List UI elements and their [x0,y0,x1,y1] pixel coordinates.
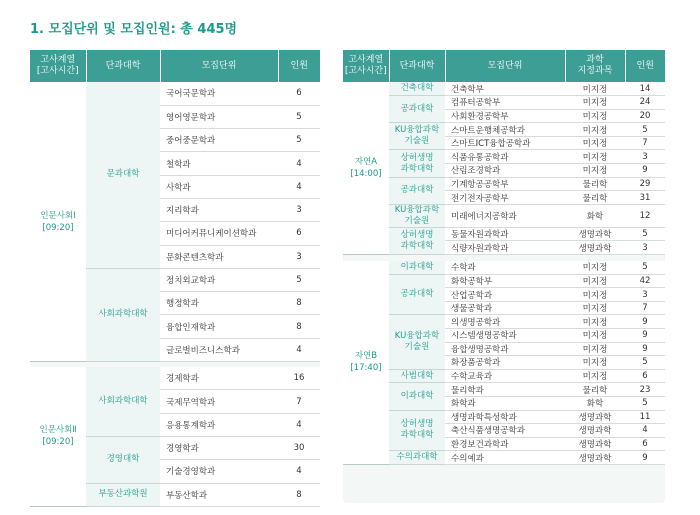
recruitment-unit: 중어중문학과 [160,129,278,152]
unit-header: 모집단위 [445,50,565,82]
table-row [343,451,665,465]
quota-count: 6 [625,369,665,383]
quota-count: 9 [625,164,665,178]
science-subject: 생명과학 [565,241,625,255]
quota-count: 9 [625,342,665,356]
science-subject: 물리학 [565,383,625,397]
recruitment-unit: 사회환경공학부 [445,109,565,123]
table-row [30,367,320,390]
table-row [343,274,665,288]
college-name: 상허생명 과학대학 [389,150,445,177]
count-header: 인원 [278,50,320,82]
college-name: 사회과학대학 [86,268,160,361]
recruitment-unit: 환경보건과학과 [445,437,565,451]
table-row [343,410,665,424]
quota-count: 5 [278,268,320,291]
college-name: 상허생명 과학대학 [389,410,445,451]
science-subject: 미지정 [565,288,625,302]
recruitment-unit: 생명과학특성학과 [445,410,565,424]
recruitment-unit: 지리학과 [160,198,278,221]
group-header: 고사계열 [고사시간] [343,50,389,82]
table-row [343,204,665,227]
group-header: 고사계열 [고사시간] [30,50,86,82]
page-title: 1. 모집단위 및 모집인원: 총 445명 [30,22,238,37]
recruitment-unit: 의생명공학과 [445,315,565,329]
science-subject: 미지정 [565,82,625,96]
quota-count: 20 [625,109,665,123]
recruitment-unit: 화학과 [445,396,565,410]
table-row [343,369,665,383]
quota-count: 16 [278,367,320,390]
college-name: KU융합과학 기술원 [389,204,445,227]
science-subject: 미지정 [565,164,625,178]
quota-count: 7 [278,390,320,413]
science-subject: 생명과학 [565,424,625,438]
quota-count: 9 [625,329,665,343]
quota-count: 5 [625,396,665,410]
exam-group: 인문사회Ⅰ [09:20] [30,82,86,362]
science-subject: 물리학 [565,177,625,191]
recruitment-unit: 전기전자공학부 [445,191,565,205]
recruitment-unit: 기계항공공학부 [445,177,565,191]
college-header: 단과대학 [86,50,160,82]
quota-count: 7 [625,136,665,150]
recruitment-unit: 경제학과 [160,367,278,390]
science-subject: 화학 [565,204,625,227]
recruitment-unit: 생물공학과 [445,301,565,315]
quota-count: 6 [278,222,320,245]
recruitment-unit: 동물자원과학과 [445,227,565,241]
quota-count: 5 [278,129,320,152]
science-subject: 생명과학 [565,437,625,451]
quota-count: 3 [625,288,665,302]
college-name: 경영대학 [86,436,160,483]
recruitment-unit: 수학교육과 [445,369,565,383]
table-row [343,227,665,241]
science-subject: 화학 [565,396,625,410]
quota-count: 3 [625,241,665,255]
right-admission-table [343,50,665,465]
science-subject: 미지정 [565,356,625,370]
recruitment-unit: 부동산학과 [160,483,278,506]
science-subject: 미지정 [565,342,625,356]
recruitment-unit: 사학과 [160,175,278,198]
quota-count: 14 [625,82,665,96]
recruitment-unit: 응용통계학과 [160,413,278,436]
quota-count: 4 [278,338,320,361]
quota-count: 5 [625,227,665,241]
science-subject: 생명과학 [565,227,625,241]
science-subject: 물리학 [565,191,625,205]
science-subject: 미지정 [565,329,625,343]
recruitment-unit: 미디어커뮤니케이션학과 [160,222,278,245]
science-subject: 미지정 [565,301,625,315]
recruitment-unit: 축산식품생명공학과 [445,424,565,438]
quota-count: 8 [278,292,320,315]
recruitment-unit: 경영학과 [160,436,278,459]
college-name: 이과대학 [389,261,445,275]
recruitment-unit: 시스템생명공학과 [445,329,565,343]
quota-count: 3 [278,245,320,268]
quota-count: 11 [625,410,665,424]
table-row [343,177,665,191]
science-subject: 미지정 [565,150,625,164]
recruitment-unit: 수학과 [445,261,565,275]
recruitment-unit: 미래에너지공학과 [445,204,565,227]
college-name: KU융합과학 기술원 [389,123,445,150]
science-subject: 미지정 [565,136,625,150]
quota-count: 23 [625,383,665,397]
college-name: 이과대학 [389,383,445,410]
science-subject: 미지정 [565,109,625,123]
recruitment-unit: 식품유통공학과 [445,150,565,164]
college-name: 공과대학 [389,177,445,204]
quota-count: 7 [625,301,665,315]
right-table-panel [343,50,665,503]
recruitment-unit: 철학과 [160,152,278,175]
recruitment-unit: 컴퓨터공학부 [445,96,565,110]
quota-count: 42 [625,274,665,288]
science-subject: 미지정 [565,96,625,110]
college-name: 사회과학대학 [86,367,160,437]
exam-group: 자연A [14:00] [343,82,389,255]
table-row [30,82,320,105]
quota-count: 8 [278,315,320,338]
quota-count: 9 [625,451,665,465]
science-subject: 생명과학 [565,451,625,465]
college-header: 단과대학 [389,50,445,82]
exam-group: 인문사회Ⅱ [09:20] [30,367,86,507]
college-name: 부동산과학원 [86,483,160,506]
quota-count: 4 [625,424,665,438]
recruitment-unit: 융합인재학과 [160,315,278,338]
recruitment-unit: 화장품공학과 [445,356,565,370]
table-row [343,383,665,397]
subject-header: 과학 지정과목 [565,50,625,82]
college-name: 공과대학 [389,274,445,315]
recruitment-unit: 산림조경학과 [445,164,565,178]
recruitment-unit: 정치외교학과 [160,268,278,291]
recruitment-unit: 수의예과 [445,451,565,465]
quota-count: 5 [625,261,665,275]
recruitment-unit: 기술경영학과 [160,460,278,483]
quota-count: 6 [625,437,665,451]
recruitment-unit: 스마트ICT융합공학과 [445,136,565,150]
left-admission-table [30,50,320,507]
quota-count: 9 [625,315,665,329]
college-name: 건축대학 [389,82,445,96]
recruitment-unit: 스마트운행체공학과 [445,123,565,137]
unit-header: 모집단위 [160,50,278,82]
recruitment-unit: 물리학과 [445,383,565,397]
quota-count: 4 [278,152,320,175]
quota-count: 12 [625,204,665,227]
table-row [343,150,665,164]
recruitment-unit: 건축학부 [445,82,565,96]
recruitment-unit: 식량자원과학과 [445,241,565,255]
science-subject: 미지정 [565,369,625,383]
recruitment-unit: 행정학과 [160,292,278,315]
science-subject: 미지정 [565,274,625,288]
quota-count: 5 [625,356,665,370]
recruitment-unit: 국제무역학과 [160,390,278,413]
recruitment-unit: 영어영문학과 [160,105,278,128]
table-row [343,315,665,329]
science-subject: 미지정 [565,123,625,137]
quota-count: 4 [278,460,320,483]
college-name: KU융합과학 기술원 [389,315,445,369]
count-header: 인원 [625,50,665,82]
quota-count: 3 [278,198,320,221]
exam-group: 자연B [17:40] [343,261,389,465]
quota-count: 30 [278,436,320,459]
quota-count: 4 [278,175,320,198]
quota-count: 6 [278,82,320,105]
quota-count: 3 [625,150,665,164]
quota-count: 8 [278,483,320,506]
quota-count: 5 [278,105,320,128]
college-name: 사범대학 [389,369,445,383]
college-name: 문과대학 [86,82,160,268]
recruitment-unit: 융합생명공학과 [445,342,565,356]
recruitment-unit: 화학공학부 [445,274,565,288]
table-row [343,96,665,110]
quota-count: 24 [625,96,665,110]
left-table-panel [30,50,320,503]
quota-count: 29 [625,177,665,191]
recruitment-unit: 산업공학과 [445,288,565,302]
quota-count: 31 [625,191,665,205]
recruitment-unit: 국어국문학과 [160,82,278,105]
science-subject: 생명과학 [565,410,625,424]
table-row [343,123,665,137]
science-subject: 미지정 [565,261,625,275]
recruitment-unit: 문화콘텐츠학과 [160,245,278,268]
college-name: 공과대학 [389,96,445,123]
quota-count: 5 [625,123,665,137]
quota-count: 4 [278,413,320,436]
college-name: 수의과대학 [389,451,445,465]
science-subject: 미지정 [565,315,625,329]
recruitment-unit: 글로벌비즈니스학과 [160,338,278,361]
table-row [343,82,665,96]
table-row [343,261,665,275]
college-name: 상허생명 과학대학 [389,227,445,254]
